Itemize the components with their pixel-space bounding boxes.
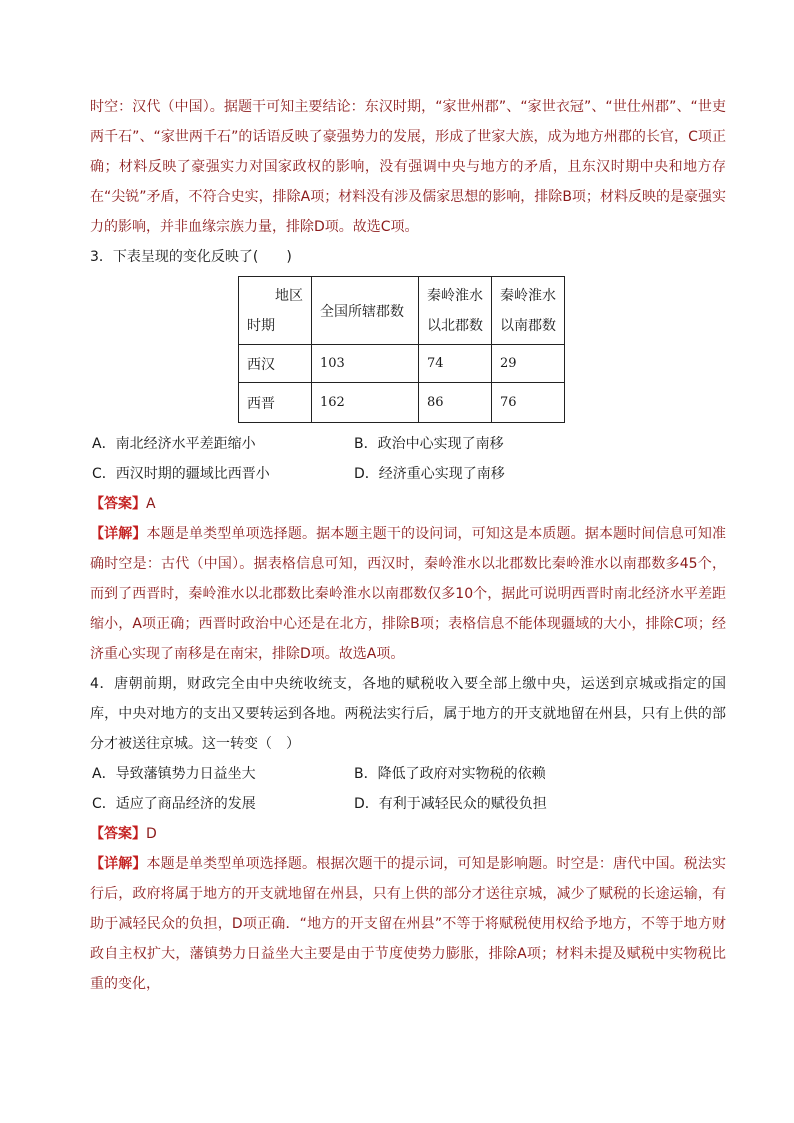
q4-option-d: D．有利于减轻民众的赋役负担 bbox=[354, 796, 547, 812]
q4-detail bbox=[90, 849, 726, 999]
q4-answer bbox=[90, 819, 726, 849]
header-total: 全国所辖郡数 bbox=[312, 277, 419, 345]
q3-option-d: D．经济重心实现了南移 bbox=[354, 466, 505, 482]
header-south-line2: 以南郡数 bbox=[500, 317, 556, 334]
detail-text: 本题是单类型单项选择题。据本题主题干的设问词，可知这是本质题。据本题时间信息可知准确时空是：古代（中国）。据表格信息可知，西汉时，秦岭淮水以北郡数比秦岭淮水以南郡数多45个，而到了西晋时，秦岭淮水以北郡数比秦岭淮水以南郡数仅多10个，据此可说明西晋时南北经济水平差距缩小，A项正确；西晋时政治中心还是在北方，排除B项；表格信息不能体现疆域的大小，排除C项；经济重心实现了南移是在南宋，排除D项。故选A项。 bbox=[90, 526, 726, 662]
header-north-line1: 秦岭淮水 bbox=[427, 287, 483, 304]
q4-stem: 4．唐朝前期，财政完全由中央统收统支，各地的赋税收入要全部上缴中央，运送到京城或指定的国库，中央对地方的支出又要转运到各地。两税法实行后，属于地方的开支就地留在州县，只有上供的部分才被送往京城。这一转变（ ） bbox=[90, 676, 726, 752]
q2-explanation: 时空：汉代（中国）。据题干可知主要结论：东汉时期，“家世州郡”、“家世衣冠”、“世仕州郡”、“世吏两千石”、“家世两千石”的话语反映了豪强势力的发展，形成了世家大族，成为地方州郡的长官，C项正确；材料反映了豪强实力对国家政权的影响，没有强调中央与地方的矛盾，且东汉时期中央和地方存在“尖锐”矛盾，不符合史实，排除A项；材料没有涉及儒家思想的影响，排除B项；材料反映的是豪强实力的影响，并非血缘宗族力量，排除D项。故选C项。 bbox=[90, 99, 726, 235]
row-total: 162 bbox=[312, 383, 419, 423]
q4-option-c: C．适应了商品经济的发展 bbox=[92, 796, 256, 812]
q4-option-b: B．降低了政府对实物税的依赖 bbox=[354, 766, 546, 782]
table-row bbox=[239, 345, 565, 383]
detail-text: 本题是单类型单项选择题。根据次题干的提示词，可知是影响题。时空是：唐代中国。税法实行后，政府将属于地方的开支就地留在州县，只有上供的部分才送往京城，减少了赋税的长途运输，有助于减轻民众的负担，D项正确．“地方的开支留在州县”不等于将赋税使用权给予地方，不等于地方财政自主权扩大，藩镇势力日益坐大主要是由于节度使势力膨胀，排除A项；材料未提及赋税中实物税比重的变化， bbox=[90, 856, 726, 992]
answer-value: D bbox=[146, 826, 157, 842]
row-period: 西晋 bbox=[239, 383, 312, 423]
header-region: 地区 bbox=[275, 287, 303, 304]
q3-option-a: A．南北经济水平差距缩小 bbox=[92, 436, 256, 452]
q3-options-row-2 bbox=[90, 459, 726, 489]
detail-tag: 【详解】 bbox=[90, 526, 147, 542]
table-corner-cell bbox=[239, 277, 312, 345]
q4-options-row-2 bbox=[90, 789, 726, 819]
row-total: 103 bbox=[312, 345, 419, 383]
answer-tag: 【答案】 bbox=[90, 496, 146, 512]
header-south-line1: 秦岭淮水 bbox=[500, 287, 556, 304]
q3-options-row-1 bbox=[90, 429, 726, 459]
table-header-row bbox=[239, 277, 565, 345]
header-north bbox=[419, 277, 492, 345]
row-north: 74 bbox=[419, 345, 492, 383]
q3-stem: 3．下表呈现的变化反映了( ) bbox=[90, 249, 292, 265]
document-page bbox=[90, 92, 726, 999]
row-south: 29 bbox=[492, 345, 565, 383]
header-north-line2: 以北郡数 bbox=[427, 317, 483, 334]
q3-table bbox=[238, 276, 565, 423]
header-south bbox=[492, 277, 565, 345]
answer-value: A bbox=[146, 496, 156, 512]
q3-answer bbox=[90, 489, 726, 519]
row-south: 76 bbox=[492, 383, 565, 423]
answer-tag: 【答案】 bbox=[90, 826, 146, 842]
q4-option-a: A．导致藩镇势力日益坐大 bbox=[92, 766, 256, 782]
detail-tag: 【详解】 bbox=[90, 856, 147, 872]
row-period: 西汉 bbox=[239, 345, 312, 383]
q3-option-c: C．西汉时期的疆域比西晋小 bbox=[92, 466, 270, 482]
q3-detail bbox=[90, 519, 726, 669]
table-row bbox=[239, 383, 565, 423]
q4-options-row-1 bbox=[90, 759, 726, 789]
q3-option-b: B．政治中心实现了南移 bbox=[354, 436, 504, 452]
header-period: 时期 bbox=[247, 317, 275, 334]
row-north: 86 bbox=[419, 383, 492, 423]
